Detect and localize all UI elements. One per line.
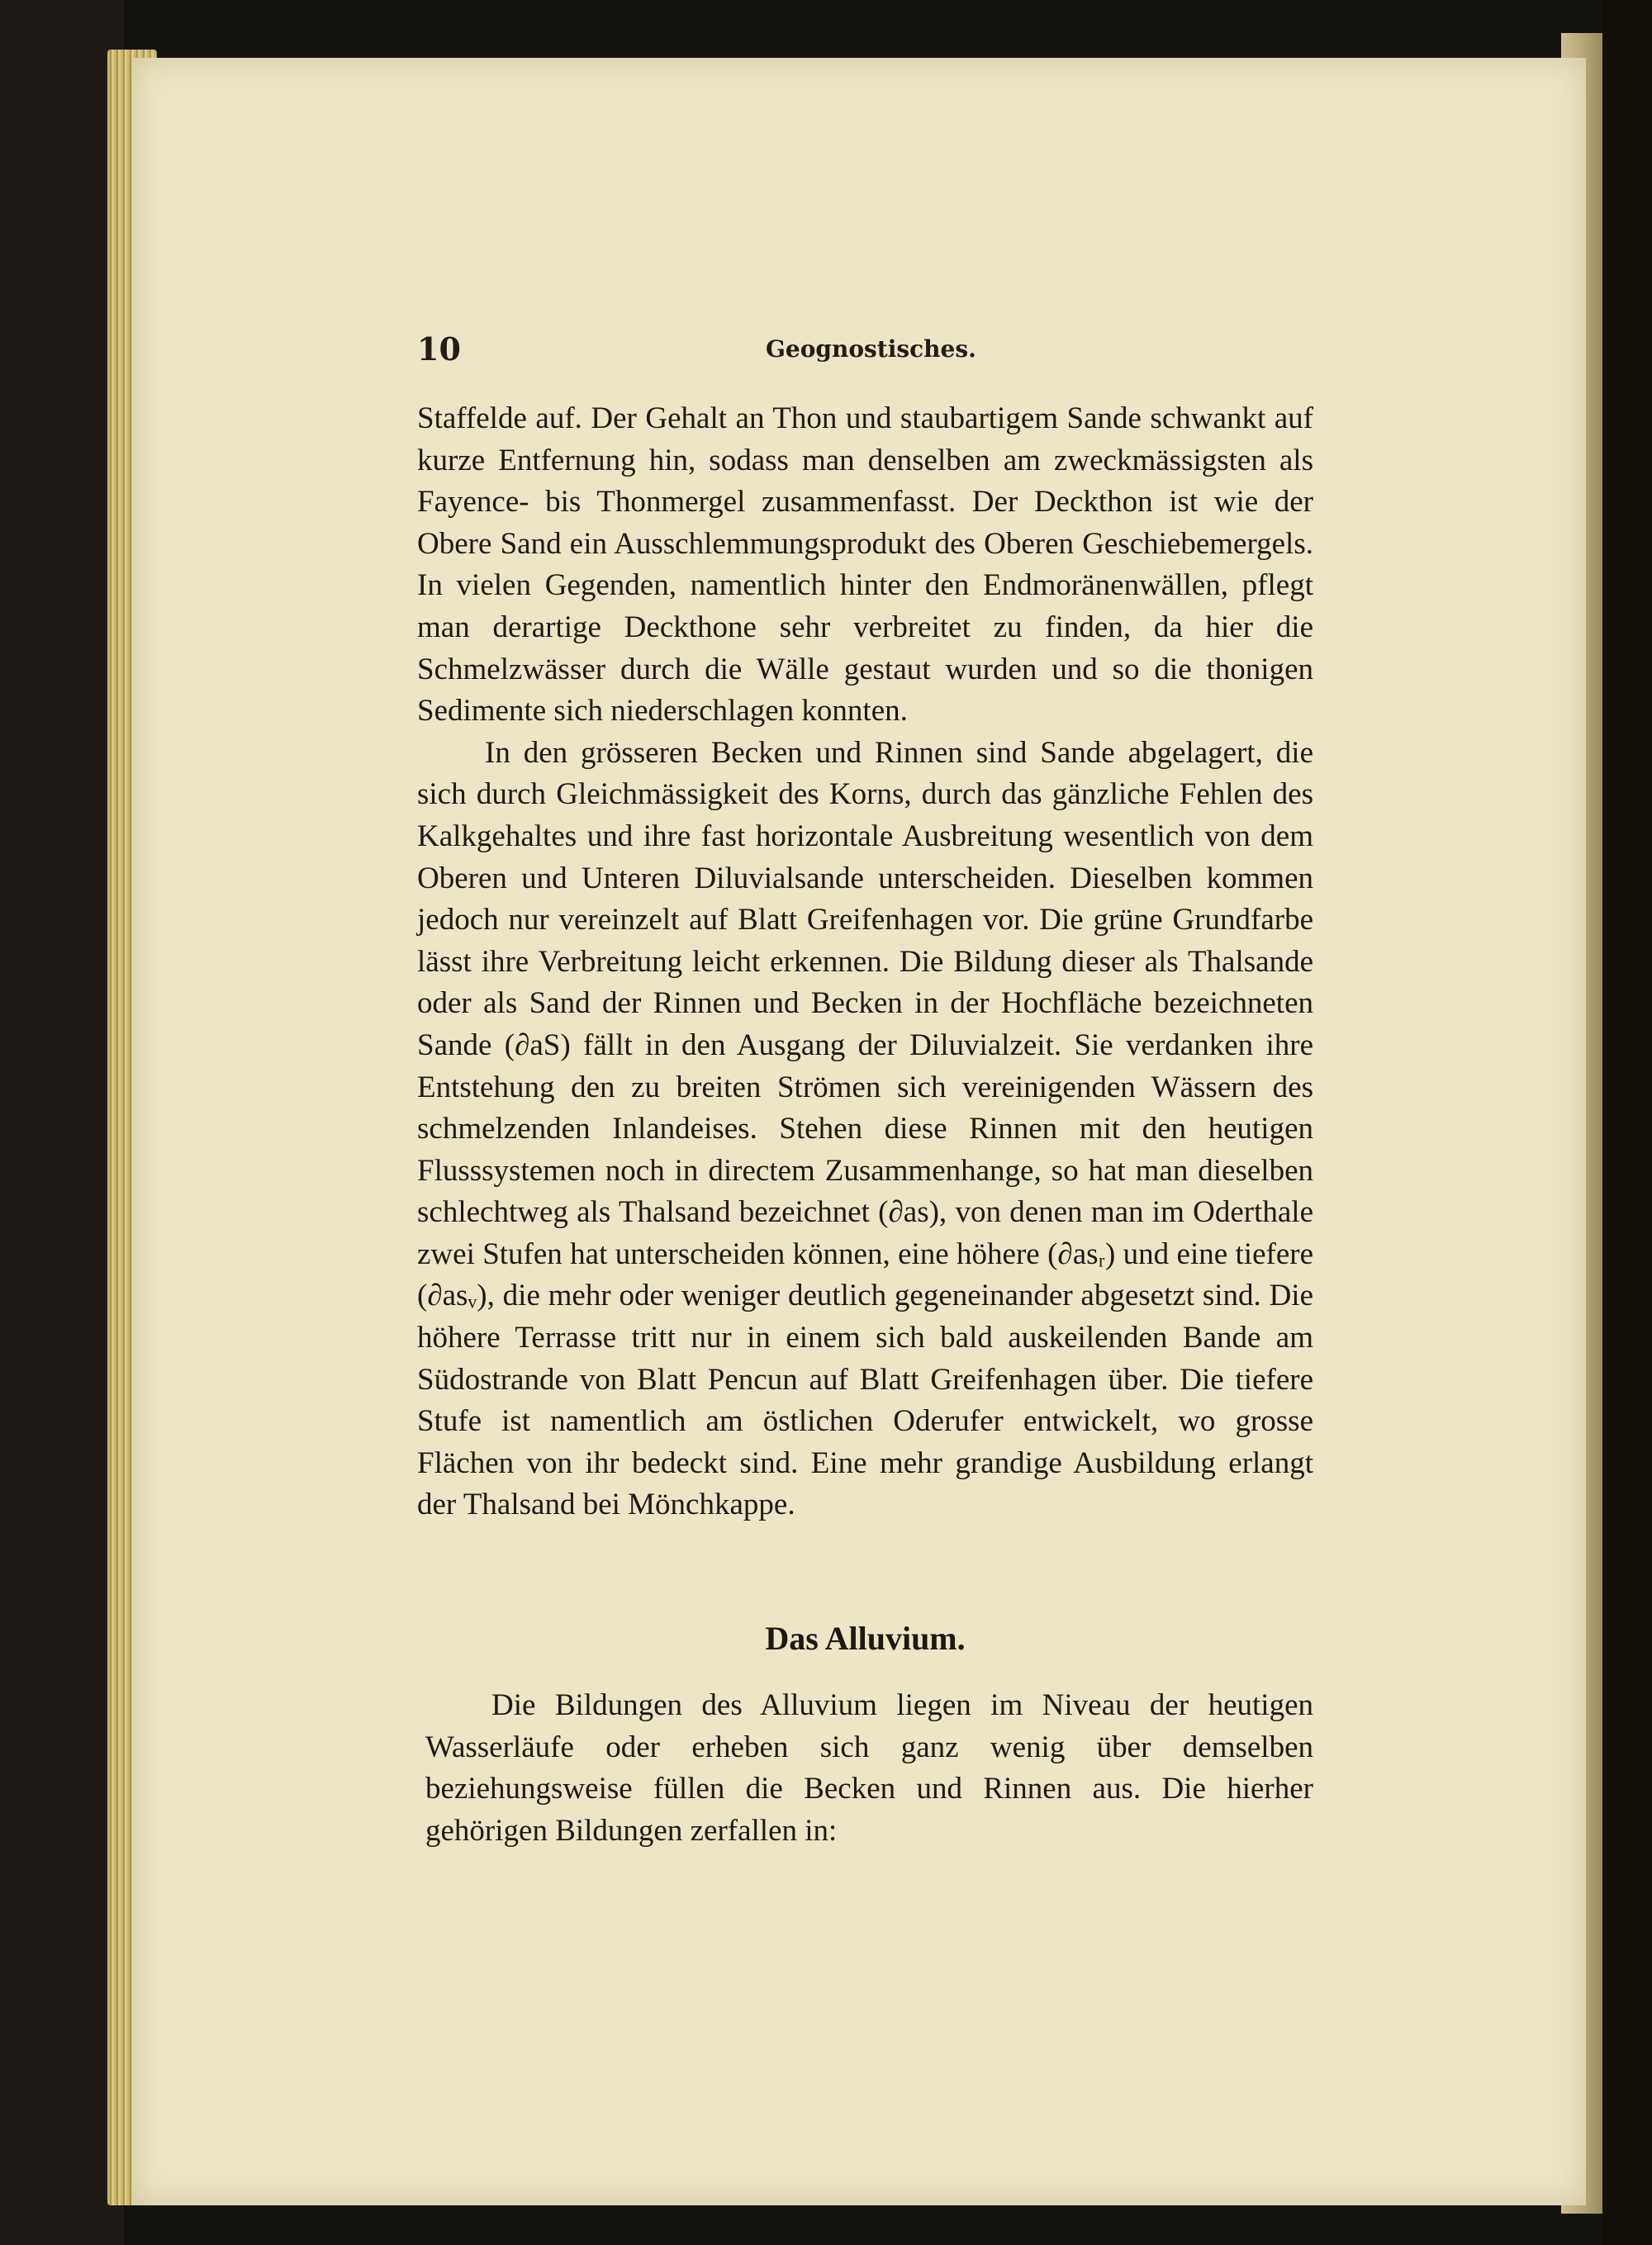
main-text	[417, 398, 1313, 1526]
book-cover-right	[1602, 0, 1652, 2245]
page-number: 10	[417, 330, 461, 368]
paragraph-alluvium: Die Bildungen des Alluvium liegen im Niveau der heutigen Wasserläufe oder erheben sich ganz wenig über demselben beziehungsweise füllen die Becken und Rinnen aus. Die hierher gehörigen Bildungen zerfallen in:	[425, 1688, 1313, 1848]
book-cover-left	[0, 0, 124, 2245]
paragraph-continued: Staffelde auf. Der Gehalt an Thon und staubartigem Sande schwankt auf kurze Entfernung hin, sodass man denselben am zweckmässigsten als Fayence- bis Thonmergel zusammenfasst. Der Deckthon ist wie der Obere Sand ein Ausschlemmungsprodukt des Oberen Geschiebemergels. In vielen Gegenden, namentlich hinter den Endmoränenwällen, pflegt man derartige Deckthone sehr verbreitet zu finden, da hier die Schmelzwässer durch die Wälle gestaut wurden und so die thonigen Sedimente sich niederschlagen konnten.	[417, 401, 1313, 729]
section-text	[425, 1685, 1313, 1852]
running-title: Geognostisches.	[766, 335, 976, 363]
paragraph-thalsand: In den grösseren Becken und Rinnen sind Sande abgelagert, die sich durch Gleichmässigkeit des Korns, durch das gänzliche Fehlen des Kalkgehaltes und ihre fast horizontale Ausbreitung wesentlich von dem Oberen und Unteren Diluvialsande unterscheiden. Dieselben kommen jedoch nur vereinzelt auf Blatt Greifenhagen vor. Die grüne Grundfarbe lässt ihre Verbreitung leicht erkennen. Die Bildung dieser als Thalsande oder als Sand der Rinnen und Becken in der Hochfläche bezeichneten Sande (∂aS) fällt in den Ausgang der Diluvialzeit. Sie verdanken ihre Entstehung den zu breiten Strömen sich vereinigenden Wässern des schmelzenden Inlandeises. Stehen diese Rinnen mit den heutigen Flusssystemen noch in directem Zusammenhange, so hat man dieselben schlechtweg als Thalsand bezeichnet (∂as), von denen man im Oderthale zwei Stufen hat unterscheiden können, eine höhere (∂asᵣ) und eine tiefere (∂asᵥ), die mehr oder weniger deutlich gegeneinander abgesetzt sind. Die höhere Terrasse tritt nur in einem sich bald auskeilenden Bande am Südostrande von Blatt Pencun auf Blatt Greifenhagen über. Die tiefere Stufe ist namentlich am östlichen Oderufer entwickelt, wo grosse Flächen von ihr bedeckt sind. Eine mehr grandige Ausbildung erlangt der Thalsand bei Mönchkappe.	[417, 735, 1313, 1522]
running-header	[417, 330, 1313, 380]
section-heading: Das Alluvium.	[765, 1620, 966, 1657]
